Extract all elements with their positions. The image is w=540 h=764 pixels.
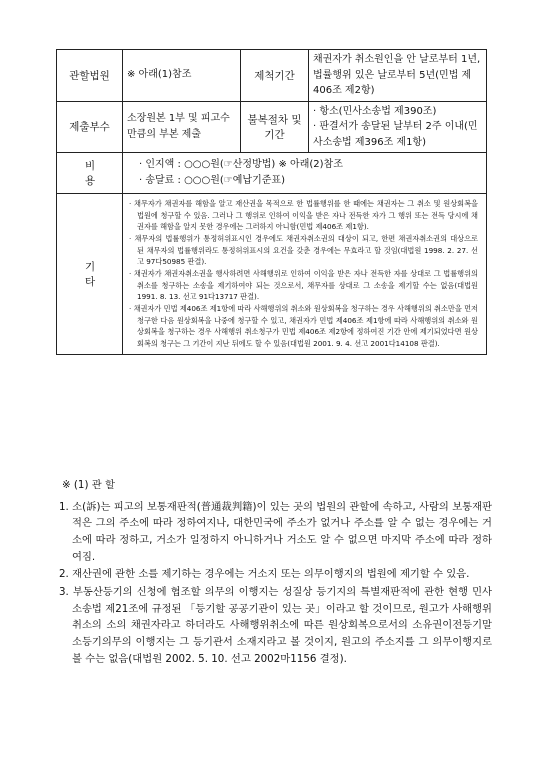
label-appeal: 불복절차 및 기간: [241, 101, 309, 153]
row-submission: [57, 101, 487, 153]
label-court: 관할법원: [57, 50, 123, 102]
label-copies: 제출부수: [57, 101, 123, 153]
etc-paragraph: · 채무자의 법률행위가 통정허위표시인 경우에도 채권자취소권의 대상이 되고, 한편 채권자취소권의 대상으로 된 채무자의 법률행위라도 통정허위표시의 요건을 갖춘 경우에는 무효라고 할 것임(대법원 1998. 2. 27. 선고 97다50985 판결).: [129, 233, 478, 267]
row-cost: [57, 153, 487, 194]
row-etc: [57, 194, 487, 355]
row-jurisdiction: [57, 50, 487, 102]
note-item: 2. 재산권에 관한 소를 제기하는 경우에는 거소지 또는 의무이행지의 법원에 제기할 수 있음.: [59, 568, 470, 581]
value-cost: [123, 153, 487, 194]
value-court: ※ 아래(1)참조: [123, 50, 241, 102]
appeal-line-2: · 판결서가 송달된 날부터 2주 이내(민사소송법 제396조 제1항): [313, 121, 478, 148]
value-copies: 소장원본 1부 및 피고수만큼의 부본 제출: [123, 101, 241, 153]
appeal-line-1: · 항소(민사소송법 제390조): [313, 105, 437, 117]
label-cost: 비 용: [57, 153, 123, 194]
value-appeal: [309, 101, 487, 153]
etc-paragraph: · 채권자가 채권자취소권을 행사하려면 사해행위로 인하여 이익을 받은 자나 전득한 자를 상대로 그 법률행위의 취소를 청구하는 소송을 제기하여야 되는 것으로서, 채무자를 상대로 그 소송을 제기할 수는 없음(대법원 1991. 8. 13. 선고 91다13717 판결).: [129, 268, 478, 302]
value-etc: [123, 194, 487, 355]
jurisdiction-notes: [56, 477, 492, 668]
notes-heading: ※ (1) 관 할: [62, 479, 115, 491]
stamp-fee-line: · 인지액 : ○○○원(☞산정방법) ※ 아래(2)참조: [139, 159, 343, 170]
info-table: [56, 49, 487, 355]
etc-paragraph: · 채권자가 민법 제406조 제1항에 따라 사해행위의 취소와 원상회복을 청구하는 경우 사해행위의 취소만을 먼저 청구한 다음 원상회복을 나중에 청구할 수 있고, 채권자가 민법 제406조 제1항에 따라 사해행위의 취소와 원상회복을 청구하는 경우 사해행위 취소청구가 민법 제406조 제2항에 정하여진 기간 안에 제기되었다면 원상회복의 청구는 그 기간이 지난 뒤에도 할 수 있음(대법원 2001. 9. 4. 선고 2001다14108 판결).: [129, 303, 478, 348]
label-period: 제척기간: [241, 50, 309, 102]
label-etc: 기 타: [57, 194, 123, 355]
note-item: 1. 소(訴)는 피고의 보통재판적(普通裁判籍)이 있는 곳의 법원의 관할에 속하고, 사람의 보통재판적은 그의 주소에 따라 정하여지나, 대한민국에 주소가 없거나 주소를 알 수 없는 경우에는 거소에 따라 정하고, 거소가 일정하지 아니하거나 거소도 알 수 없으면 마지막 주소에 따라 정하여짐.: [59, 500, 492, 563]
value-period: 채권자가 취소원인을 안 날로부터 1년, 법률행위 있은 날로부터 5년(민법 제406조 제2항): [309, 50, 487, 102]
note-item: 3. 부동산등기의 신청에 협조할 의무의 이행지는 성질상 등기지의 특별재판적에 관한 현행 민사소송법 제21조에 규정된 「등기할 공공기관이 있는 곳」이라고 할 것이므로, 원고가 사해행위취소의 소의 채권자라고 하더라도 사해행위취소에 따른 원상회복으로서의 소유권이전등기말소등기의무의 이행지는 그 등기관서 소재지라고 볼 것이지, 원고의 주소지를 그 의무이행지로 볼 수는 없음(대법원 2002. 5. 10. 선고 2002마1156 결정).: [59, 586, 492, 665]
etc-paragraph: · 채무자가 채권자를 해함을 알고 재산권을 목적으로 한 법률행위를 한 때에는 채권자는 그 취소 및 원상회복을 법원에 청구할 수 있음. 그러나 그 행위로 인하여 이익을 받은 자나 전득한 자가 그 행위 또는 전득 당시에 채권자를 해함을 알지 못한 경우에는 그러하지 아니함(민법 제406조 제1항).: [129, 199, 478, 232]
service-fee-line: · 송달료 : ○○○원(☞예납기준표): [139, 175, 285, 186]
